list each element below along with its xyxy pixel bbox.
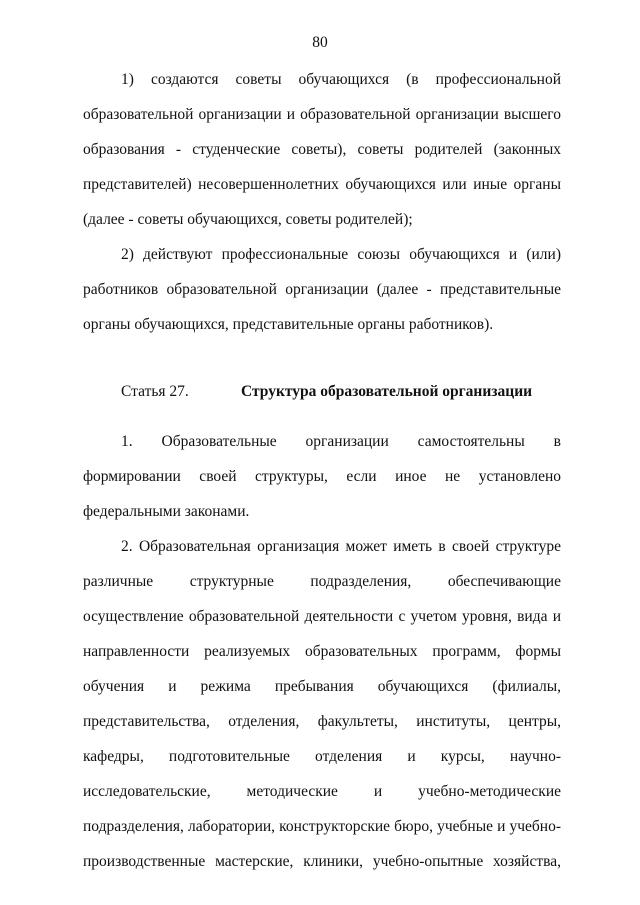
text-block-bottom	[83, 424, 561, 879]
article-title: Структура образовательной организации	[241, 383, 533, 400]
text-block-top	[83, 62, 561, 342]
article-label: Статья 27.	[121, 383, 189, 400]
paragraph-unions: 2) действуют профессиональные союзы обучающихся и (или) работников образовательной организации (далее - представительные органы обучающихся, представительные органы работников).	[83, 246, 561, 333]
article-heading	[121, 378, 561, 406]
paragraph-councils: 1) создаются советы обучающихся (в профессиональной образовательной организации и образовательной организации высшего образования - студенческие советы), советы родителей (законных представителей) несовершеннолетних обучающихся или иные органы (далее - советы обучающихся, советы родителей);	[83, 71, 561, 228]
paragraph-structural-units: 2. Образовательная организация может иметь в своей структуре различные структурные подразделения, обеспечивающие осуществление образовательной деятельности с учетом уровня, вида и направленности реализуемых образовательных программ, формы обучения и режима пребывания обучающихся (филиалы, представительства, отделения, факультеты, институты, центры, кафедры, подготовительные отделения и курсы, научно-исследовательские, методические и учебно-методические подразделения, лаборатории, конструкторские бюро, учебные и учебно-производственные мастерские, клиники, учебно-опытные хозяйства,	[83, 538, 561, 870]
page-number: 80	[312, 34, 328, 51]
paragraph-structure-autonomy: 1. Образовательные организации самостоятельны в формировании своей структуры, если иное не установлено федеральными законами.	[83, 433, 561, 520]
